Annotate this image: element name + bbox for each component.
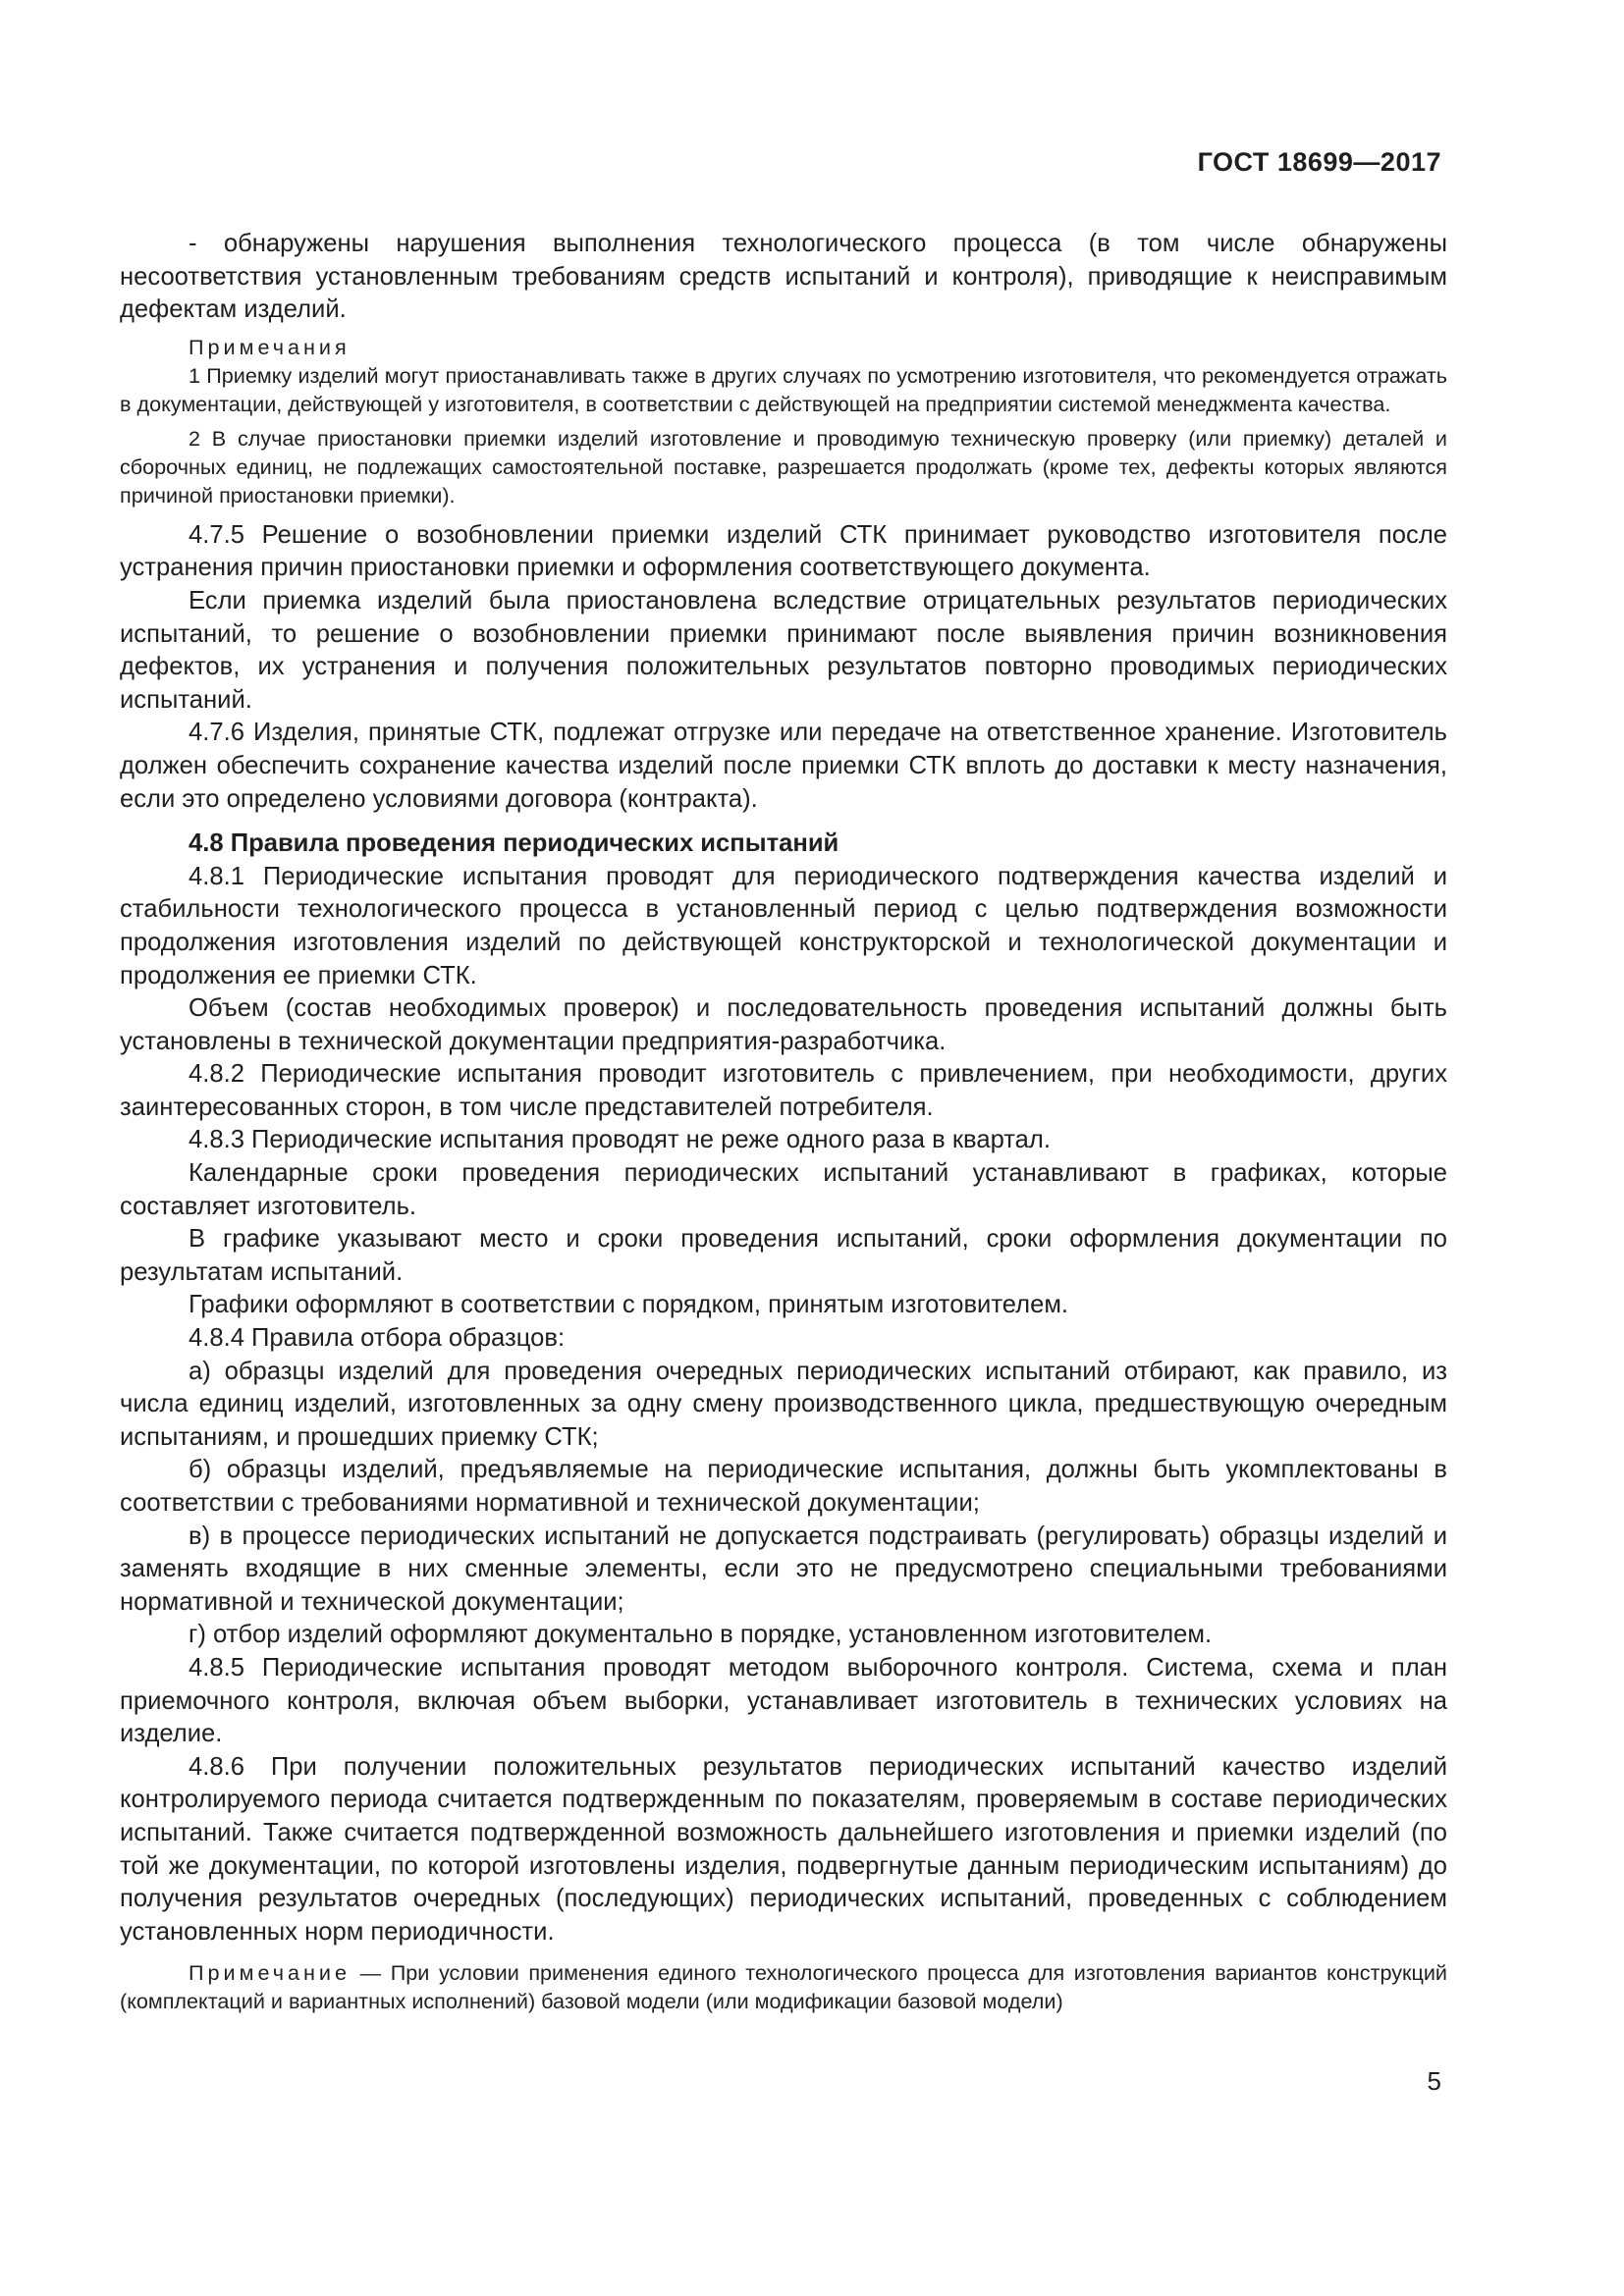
note-item: 1 Приемку изделий могут приостанавливать также в других случаях по усмотрению изготовителя, что рекомендуется отражать в документации, действующей у изготовителя, в соответствии с действующей на предприятии системой менеджмента качества. <box>120 362 1447 416</box>
standard-code: ГОСТ 18699—2017 <box>1197 147 1441 177</box>
paragraph: 4.8.3 Периодические испытания проводят не реже одного раза в квартал. <box>189 1126 1051 1154</box>
notes-title: Примечания <box>189 334 351 359</box>
paragraph: 4.8.1 Периодические испытания проводят для периодического подтверждения качества изделий и стабильности технологического процесса в установленный период с целью подтверждения возможности продолжения изготовления изделий по действующей конструкторской и технологической документации и продолжения ее приемки СТК. <box>120 862 1447 989</box>
final-note-text: — При условии применения единого технологического процесса для изготовления вариантов конструкций (комплектаций и вариантных исполнений) базовой модели (или модификации базовой модели) <box>120 1960 1447 2014</box>
paragraph: Календарные сроки проведения периодических испытаний устанавливают в графиках, которые составляет изготовитель. <box>120 1159 1447 1220</box>
list-item: в) в процессе периодических испытаний не допускается подстраивать (регулировать) образцы изделий и заменять входящие в них сменные элементы, если это не предусмотрено специальными требованиями нормативной и технической документации; <box>120 1522 1447 1616</box>
list-item: а) образцы изделий для проведения очередных периодических испытаний отбирают, как правило, из числа единиц изделий, изготовленных за одну смену производственного цикла, предшествующую очередным испытаниям, и прошедших приемку СТК; <box>120 1357 1447 1451</box>
page-number: 5 <box>1427 2066 1441 2096</box>
final-note <box>120 1958 1447 2015</box>
notes-block <box>120 333 1447 509</box>
paragraph: Графики оформляют в соответствии с порядком, принятым изготовителем. <box>189 1291 1069 1319</box>
section-heading: 4.8 Правила проведения периодических испытаний <box>189 829 839 858</box>
paragraph: 4.8.5 Периодические испытания проводят методом выборочного контроля. Система, схема и план приемочного контроля, включая объем выборки, устанавливает изготовитель в технических условиях на изделие. <box>120 1653 1447 1748</box>
paragraph: 4.7.5 Решение о возобновлении приемки изделий СТК принимает руководство изготовителя после устранения причин приостановки приемки и оформления соответствующего документа. <box>120 520 1447 582</box>
paragraph: 4.7.6 Изделия, принятые СТК, подлежат отгрузке или передаче на ответственное хранение. Изготовитель должен обеспечить сохранение качества изделий после приемки СТК вплоть до доставки к месту назначения, если это определено условиями договора (контракта). <box>120 719 1447 813</box>
paragraph: - обнаружены нарушения выполнения технологического процесса (в том числе обнаружены несоответствия установленным требованиям средств испытаний и контроля), приводящие к неисправимым дефектам изделий. <box>120 230 1447 324</box>
paragraph: В графике указывают место и сроки проведения испытаний, сроки оформления документации по результатам испытаний. <box>120 1225 1447 1286</box>
paragraph: 4.8.4 Правила отбора образцов: <box>189 1324 566 1353</box>
list-item: г) отбор изделий оформляют документально в порядке, установленном изготовителем. <box>189 1621 1213 1649</box>
paragraph: Если приемка изделий была приостановлена вследствие отрицательных результатов периодических испытаний, то решение о возобновлении приемки принимают после выявления причин возникновения дефектов, их устранения и получения положительных результатов повторно проводимых периодических испытаний. <box>120 586 1447 714</box>
final-note-label: Примечание <box>189 1960 351 1986</box>
paragraph: 4.8.6 При получении положительных результатов периодических испытаний качество изделий контролируемого периода считается подтвержденным по показателям, проверяемым в составе периодических испытаний. Также считается подтвержденной возможность дальнейшего изготовления и приемки изделий (по той же документации, по которой изготовлены изделия, подвергнутые данным периодическим испытаниям) до получения результатов очередных (последующих) периодических испытаний, проведенных с соблюдением установленных норм периодичности. <box>120 1752 1447 1946</box>
note-item: 2 В случае приостановки приемки изделий изготовление и проводимую техническую проверку (или приемку) деталей и сборочных единиц, не подлежащих самостоятельной поставке, разрешается продолжать (кроме тех, дефекты которых являются причиной приостановки приемки). <box>120 425 1447 507</box>
paragraph: 4.8.2 Периодические испытания проводит изготовитель с привлечением, при необходимости, других заинтересованных сторон, в том числе представителей потребителя. <box>120 1060 1447 1121</box>
page-content <box>120 228 1447 2015</box>
paragraph: Объем (состав необходимых проверок) и последовательность проведения испытаний должны быть установлены в технической документации предприятия-разработчика. <box>120 994 1447 1055</box>
list-item: б) образцы изделий, предъявляемые на периодические испытания, должны быть укомплектованы в соответствии с требованиями нормативной и технической документации; <box>120 1456 1447 1517</box>
